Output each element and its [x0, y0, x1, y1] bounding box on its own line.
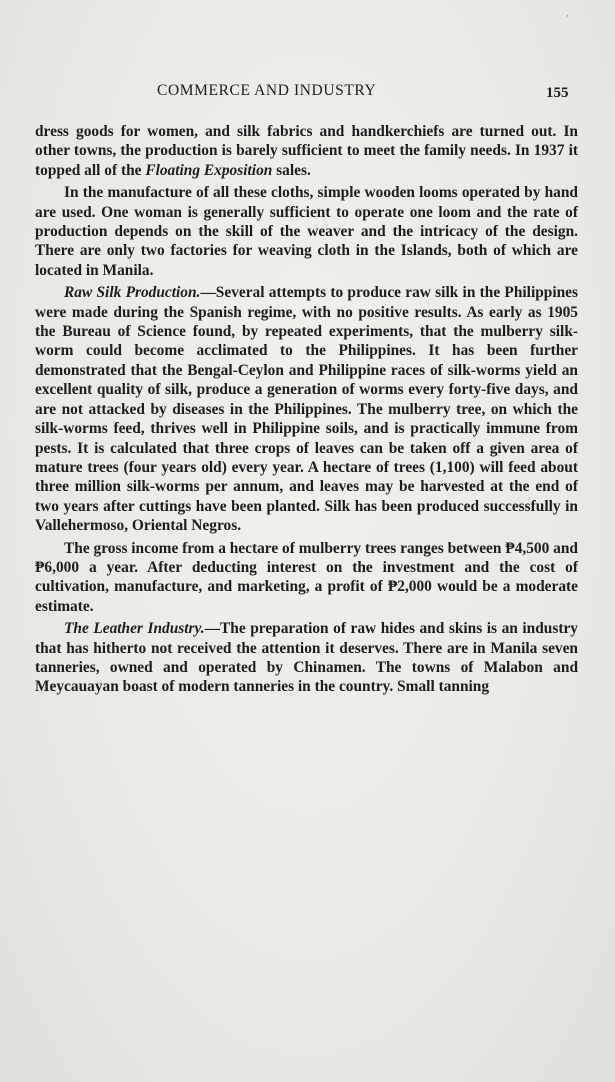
paragraph-5-text: —The preparation of raw hides and skins is an industry that has hitherto not received the attention it deserves. There are in Manila seven tanneries, owned and operated by Chinamen. The towns of Malabon and Meycauayan boast of modern tanneries in the country. Small tanning	[35, 620, 578, 696]
paragraph-5-heading: The Leather Industry.	[64, 620, 205, 638]
paragraph-5	[35, 619, 578, 697]
page-number: 155	[546, 85, 569, 101]
paragraph-1-italic: Floating Exposition	[145, 161, 273, 179]
body-text	[35, 122, 578, 697]
paragraph-1-text-a: dress goods for women, and silk fabrics and handkerchiefs are turned out. In other towns, the production is barely sufficient to meet the family needs. In 1937 it topped all of the	[35, 123, 578, 179]
paragraph-2: In the manufacture of all these cloths, simple wooden looms operated by hand are used. One woman is generally sufficient to operate one loom and the rate of production depends on the skill of the weaver and the intricacy of the design. There are only two factories for weaving cloth in the Islands, both of which are located in Manila.	[35, 184, 578, 279]
paragraph-1	[35, 122, 578, 180]
running-head	[0, 82, 615, 106]
paragraph-3-text: —Several attempts to produce raw silk in the Philippines were made during the Spanish regime, with no positive results. As early as 1905 the Bureau of Science found, by repeated experiments, that the mulberry silk-worm could become acclimated to the Philippines. It has been further demonstrated that the Bengal-Ceylon and Philippine races of silk-worms yield an excellent quality of silk, produce a generation of worms every forty-five days, and are not attacked by diseases in the Philippines. The mulberry tree, on which the silk-worms feed, thrives well in Philippine soils, and is practically immune from pests. It is calculated that three crops of leaves can be taken off a given area of mature trees (four years old) every year. A hectare of trees (1,100) will feed about three million silk-worms per annum, and leaves may be harvested at the end of two years after cuttings have been planted. Silk has been produced successfully in Vallehermoso, Oriental Negros.	[35, 284, 578, 535]
running-title: COMMERCE AND INDUSTRY	[157, 82, 377, 99]
paragraph-4: The gross income from a hectare of mulberry trees ranges between ₱4,500 and ₱6,000 a year. After deducting interest on the investment and the cost of cultivation, manufacture, and marketing, a profit of ₱2,000 would be a moderate estimate.	[35, 539, 578, 615]
paragraph-3-heading: Raw Silk Production.	[64, 284, 201, 302]
paragraph-1-text-b: sales.	[272, 161, 311, 179]
corner-mark: ·	[566, 12, 569, 22]
paragraph-3	[35, 283, 578, 535]
